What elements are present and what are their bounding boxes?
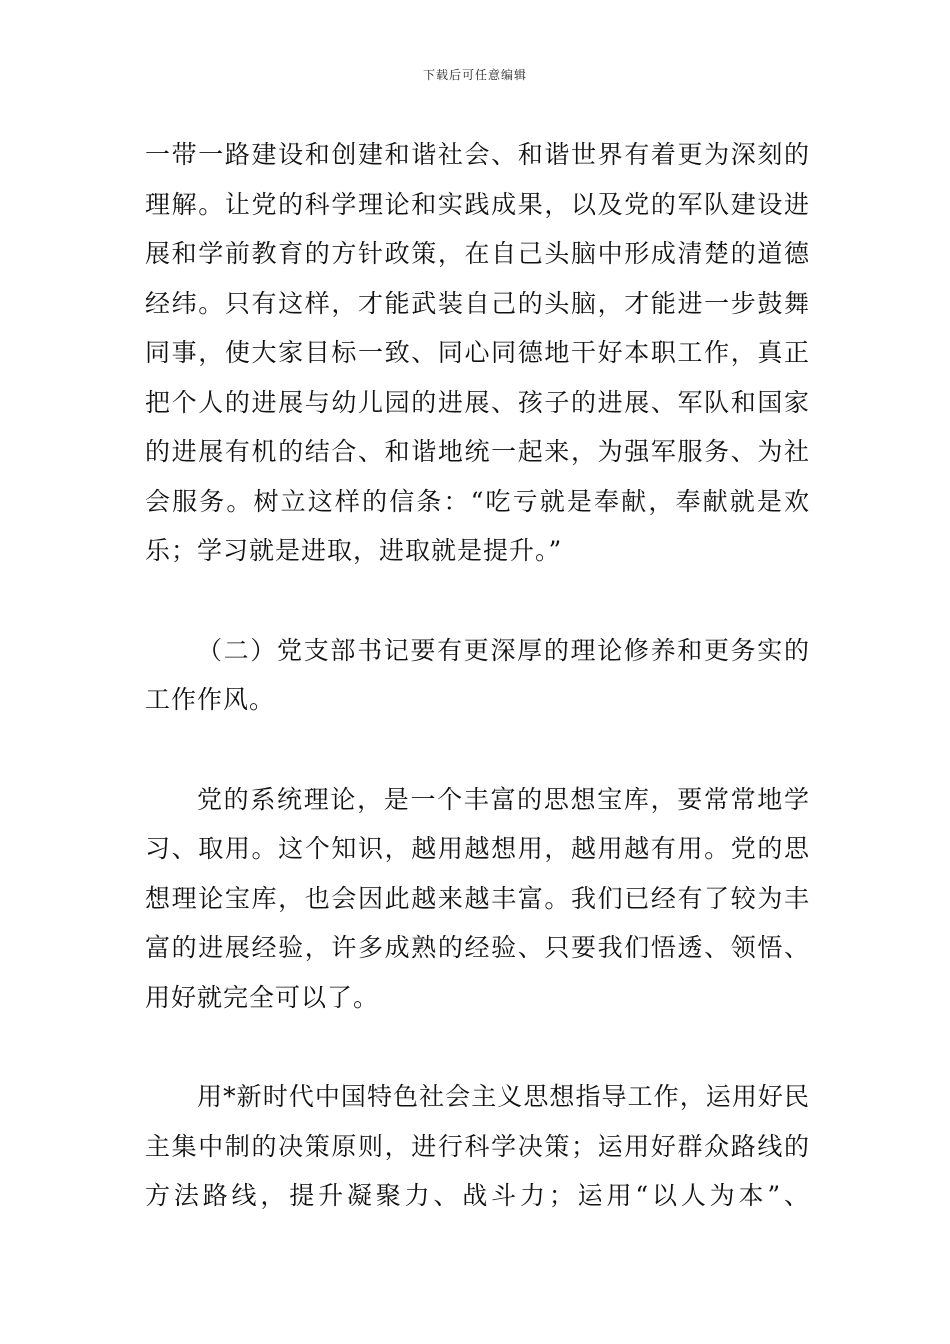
paragraph-gap [145,1022,810,1072]
text-line: 展和学前教育的方针政策，在自己头脑中形成清楚的道德 [145,239,810,268]
text-line: 主集中制的决策原则，进行科学决策；运用好群众路线的 [145,1131,810,1161]
paragraph [145,1072,810,1221]
section-heading [145,626,810,725]
paragraph-gap [145,576,810,626]
text-line: 党的系统理论，是一个丰富的思想宝库，要常常地学 [197,784,810,814]
text-line: 用好就完全可以了。 [145,982,380,1012]
text-line: 富的进展经验，许多成熟的经验、只要我们悟透、领悟、 [145,933,810,962]
text-line: 习、取用。这个知识，越用越想用，越用越有用。党的思 [145,834,810,863]
paragraph [145,130,810,576]
text-line: 乐；学习就是进取，进取就是提升。” [145,536,563,565]
text-line: 同事，使大家目标一致、同心同德地干好本职工作，真正 [145,338,810,367]
text-line: 工作作风。 [145,685,276,714]
text-line: 把个人的进展与幼儿园的进展、孩子的进展、军队和国家 [145,387,810,417]
document-body [145,130,810,1221]
text-line: 方法路线，提升凝聚力、战斗力；运用“以人为本”、 [145,1181,810,1210]
paragraph-gap [145,725,810,775]
text-line: 理解。让党的科学理论和实践成果，以及党的军队建设进 [145,189,810,219]
text-line: 用*新时代中国特色社会主义思想指导工作，运用好民 [197,1082,810,1111]
paragraph [145,775,810,1023]
text-line: 想理论宝库，也会因此越来越丰富。我们已经有了较为丰 [145,883,810,913]
text-line: 经纬。只有这样，才能武装自己的头脑，才能进一步鼓舞 [145,288,810,318]
text-line: 一带一路建设和创建和谐社会、和谐世界有着更为深刻的 [145,140,810,169]
text-line: 会服务。树立这样的信条：“吃亏就是奉献，奉献就是欢 [145,486,810,516]
text-line: 的进展有机的结合、和谐地统一起来，为强军服务、为社 [145,437,810,466]
page-header: 下载后可任意编辑 [422,68,527,82]
text-line: （二）党支部书记要有更深厚的理论修养和更务实的 [197,635,810,665]
